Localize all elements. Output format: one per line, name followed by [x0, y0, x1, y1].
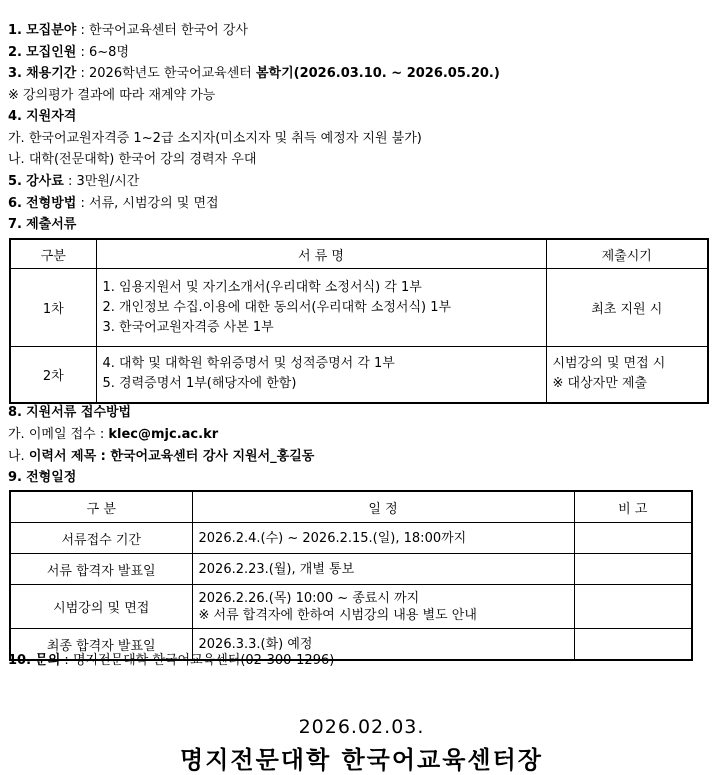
signature: 명지전문대학 한국어교육센터장 — [180, 745, 543, 774]
row-documents — [96, 347, 546, 403]
row-category: 1차 — [10, 269, 96, 347]
row-label: 시범강의 및 면접 — [10, 585, 192, 629]
documents-table — [9, 238, 709, 404]
row-schedule: 2026.3.3.(화) 예정 — [192, 629, 574, 661]
item-apply: 8. 지원서류 접수방법 — [8, 405, 132, 420]
item-qualification: 4. 지원자격 — [8, 109, 77, 124]
item-documents: 7. 제출서류 — [8, 217, 77, 232]
row-schedule: 2026.2.4.(수) ~ 2026.2.15.(일), 18:00까지 — [192, 523, 574, 554]
row-submit-time: 시범강의 및 면접 시 ※ 대상자만 제출 — [546, 347, 708, 403]
issue-date: 2026.02.03. — [298, 716, 425, 738]
item-method: 6. 전형방법 : 서류, 시범강의 및 면접 — [8, 196, 219, 211]
doc-item: 1. 임용지원서 및 자기소개서(우리대학 소정서식) 각 1부 — [102, 279, 422, 295]
row-documents — [96, 269, 546, 347]
row-submit-time: 최초 지원 시 — [546, 269, 708, 347]
row-label: 최종 합격자 발표일 — [10, 629, 192, 661]
header-category: 구 분 — [10, 491, 192, 523]
table-row — [10, 347, 708, 403]
header-schedule: 일 정 — [192, 491, 574, 523]
row-category: 2차 — [10, 347, 96, 403]
row-remarks — [574, 523, 692, 554]
doc-item: 5. 경력증명서 1부(해당자에 한함) — [102, 376, 297, 392]
row-remarks — [574, 585, 692, 629]
documents-table-header — [10, 239, 708, 269]
item-field: 1. 모집분야 : 한국어교육센터 한국어 강사 — [8, 23, 248, 38]
item-contact: 10. 문의 : 명지전문대학 한국어교육센터(02-300-1296) — [8, 653, 335, 668]
doc-item: 2. 개인정보 수집.이용에 대한 동의서(우리대학 소정서식) 1부 — [102, 299, 452, 315]
row-remarks — [574, 629, 692, 661]
header-submit-time: 제출시기 — [546, 239, 708, 269]
schedule-table-header — [10, 491, 692, 523]
table-row — [10, 585, 692, 629]
email-address[interactable]: klec@mjc.ac.kr — [108, 427, 219, 442]
header-documents: 서 류 명 — [96, 239, 546, 269]
header-category: 구분 — [10, 239, 96, 269]
header-remarks: 비 고 — [574, 491, 692, 523]
item-period: 3. 채용기간 : 2026학년도 한국어교육센터 봄학기(2026.03.10. ~ 2026.05.20.) — [8, 66, 500, 81]
schedule-table — [9, 490, 693, 661]
table-row — [10, 523, 692, 554]
item-count: 2. 모집인원 : 6~8명 — [8, 45, 130, 60]
item-fee: 5. 강사료 : 3만원/시간 — [8, 174, 140, 189]
row-label: 서류접수 기간 — [10, 523, 192, 554]
doc-item: 3. 한국어교원자격증 사본 1부 — [102, 319, 274, 335]
period-note: ※ 강의평가 결과에 따라 재계약 가능 — [8, 88, 216, 103]
doc-item: 4. 대학 및 대학원 학위증명서 및 성적증명서 각 1부 — [102, 356, 395, 372]
qualification-a: 가. 한국어교원자격증 1~2급 소지자(미소지자 및 취득 예정자 지원 불가) — [8, 131, 422, 146]
row-label: 서류 합격자 발표일 — [10, 554, 192, 585]
table-row — [10, 269, 708, 347]
table-row — [10, 554, 692, 585]
row-schedule: 2026.2.26.(목) 10:00 ~ 종료시 까지 ※ 서류 합격자에 한하여 시범강의 내용 별도 안내 — [192, 585, 574, 629]
qualification-b: 나. 대학(전문대학) 한국어 강의 경력자 우대 — [8, 152, 257, 167]
row-schedule: 2026.2.23.(월), 개별 통보 — [192, 554, 574, 585]
apply-email: 가. 이메일 접수 : klec@mjc.ac.kr — [8, 427, 219, 442]
item-schedule: 9. 전형일정 — [8, 470, 77, 485]
apply-subject: 나. 이력서 제목 : 한국어교육센터 강사 지원서_홍길동 — [8, 449, 315, 464]
row-remarks — [574, 554, 692, 585]
